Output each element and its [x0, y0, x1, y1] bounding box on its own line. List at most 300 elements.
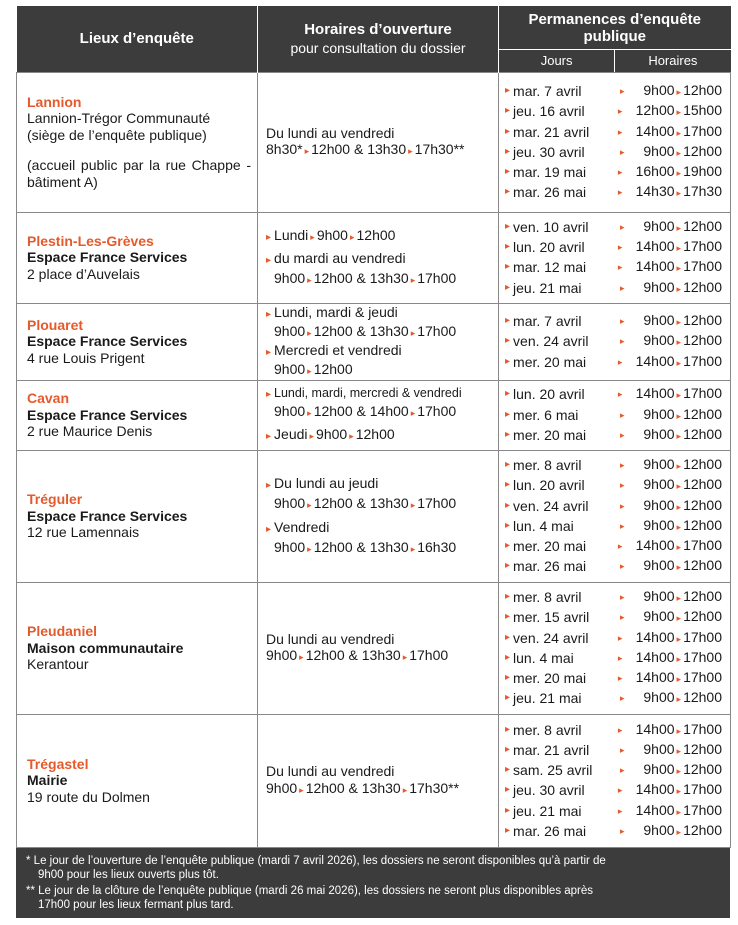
location-cell — [17, 450, 258, 582]
permanence-item — [505, 455, 722, 475]
permanence-time: 9h00 ▸ 12h00 — [643, 689, 722, 706]
arrow-icon: ▸ — [617, 724, 623, 735]
permanence-time: 9h00 ▸ 12h00 — [643, 476, 722, 493]
location-name: Plouaret — [27, 316, 84, 333]
arrow-icon: ▸ — [676, 127, 682, 138]
location-org: Mairie — [27, 772, 68, 789]
permanence-day: mer. 8 avril — [513, 457, 582, 473]
arrow-icon: ▸ — [676, 283, 682, 294]
permanence-time: 9h00 ▸ 12h00 — [643, 557, 722, 574]
permanence-item — [505, 311, 722, 331]
bullet-icon: ▸ — [266, 255, 272, 267]
arrow-icon: ▸ — [676, 745, 682, 756]
bullet-icon: ▸ — [266, 430, 272, 442]
permanence-day: lun. 20 avril — [513, 386, 585, 403]
hours-label: Du lundi au vendredi — [266, 630, 395, 647]
permanence-day: mar. 26 mai — [513, 558, 587, 575]
arrow-icon: ▸ — [617, 785, 623, 796]
location-address: 2 place d’Auvelais — [27, 265, 140, 282]
arrow-icon: ▸ — [620, 693, 625, 704]
permanence-day: lun. 20 avril — [513, 477, 585, 494]
hours-line: 9h00 ▸ 12h00 — [274, 361, 353, 377]
permanence-time: 14h00 ▸ 17h00 — [635, 352, 722, 369]
arrow-icon: ▸ — [310, 231, 315, 242]
permanence-cell — [499, 380, 731, 450]
arrow-icon: ▸ — [617, 167, 623, 178]
permanence-time: 14h00 ▸ 17h00 — [635, 781, 722, 798]
bullet-icon: ▸ — [505, 824, 511, 836]
bullet-icon: ▸ — [505, 540, 511, 552]
permanence-cell — [499, 582, 731, 714]
bullet-icon: ▸ — [505, 355, 511, 367]
location-address-2: (accueil public par la rue Chappe - bâtiment A) — [27, 157, 251, 190]
header-permanences-title: Permanences d’enquête publique — [528, 10, 702, 45]
footnote-2: ** Le jour de la clôture de l’enquête publique (mardi 26 mai 2026), les dossiers ne seront plus disponibles après 17h00 pour les lieux fermant plus tard. — [26, 884, 594, 911]
bullet-icon: ▸ — [505, 429, 511, 441]
permanence-time: 12h00 ▸ 15h00 — [635, 102, 722, 119]
permanence-item — [505, 352, 722, 372]
arrow-icon: ▸ — [620, 146, 625, 157]
permanence-day: mer. 8 avril — [513, 589, 582, 605]
permanence-time: 9h00 ▸ 12h00 — [643, 608, 722, 625]
permanence-item — [505, 607, 722, 627]
location-address: Kerantour — [27, 656, 89, 673]
permanence-item — [505, 331, 722, 351]
header-jours: Jours — [499, 50, 615, 72]
bullet-icon: ▸ — [505, 125, 511, 137]
hours-label: Du lundi au vendredi — [266, 763, 395, 779]
arrow-icon: ▸ — [617, 389, 623, 400]
arrow-icon: ▸ — [676, 694, 682, 705]
hours-line: 9h00 ▸ 12h00 & 14h00 ▸ 17h00 — [274, 403, 457, 420]
arrow-icon: ▸ — [620, 315, 625, 326]
permanence-day: mer. 15 avril — [513, 609, 590, 626]
arrow-icon: ▸ — [620, 409, 625, 420]
permanence-time: 9h00 ▸ 12h00 — [643, 405, 722, 422]
arrow-icon: ▸ — [349, 430, 354, 441]
bullet-icon: ▸ — [266, 346, 272, 358]
bullet-icon: ▸ — [505, 281, 511, 293]
arrow-icon: ▸ — [676, 806, 682, 817]
permanence-day: mar. 19 mai — [513, 164, 587, 181]
arrow-icon: ▸ — [620, 520, 625, 531]
table-row — [17, 380, 731, 450]
bullet-icon: ▸ — [505, 651, 511, 663]
hours-cell — [258, 714, 499, 847]
permanence-day: ven. 10 avril — [513, 218, 589, 235]
permanence-day: ven. 24 avril — [513, 333, 589, 350]
permanence-day: mar. 7 avril — [513, 312, 582, 329]
permanence-item — [505, 801, 722, 821]
arrow-icon: ▸ — [676, 501, 682, 512]
arrow-icon: ▸ — [620, 592, 625, 602]
bullet-icon: ▸ — [505, 672, 511, 684]
permanence-day: mar. 21 avril — [513, 741, 590, 758]
permanence-day: jeu. 30 avril — [513, 782, 585, 799]
hours-label: ▸ Lundi, mardi & jeudi — [266, 303, 398, 320]
location-address: (siège de l’enquête publique) — [27, 126, 207, 143]
hours-line: 9h00 ▸ 12h00 & 13h30 ▸ 17h30** — [266, 779, 460, 796]
table-row — [17, 72, 731, 212]
arrow-icon: ▸ — [620, 765, 625, 776]
arrow-icon: ▸ — [299, 652, 304, 662]
arrow-icon: ▸ — [307, 408, 312, 419]
permanence-time: 14h00 ▸ 17h00 — [635, 669, 722, 686]
arrow-icon: ▸ — [676, 87, 682, 97]
arrow-icon: ▸ — [299, 784, 304, 795]
bullet-icon: ▸ — [505, 105, 511, 117]
bullet-icon: ▸ — [505, 145, 511, 157]
location-address: 12 rue Lamennais — [27, 524, 140, 541]
arrow-icon: ▸ — [617, 106, 623, 117]
permanence-item — [505, 516, 722, 536]
location-org: Espace France Services — [27, 249, 188, 266]
bullet-icon: ▸ — [505, 591, 511, 602]
permanence-day: jeu. 21 mai — [513, 690, 582, 707]
bullet-icon: ▸ — [266, 480, 272, 491]
permanence-time: 9h00 ▸ 12h00 — [643, 426, 722, 443]
hours-label: ▸ Du lundi au jeudi — [266, 475, 379, 491]
bullet-icon: ▸ — [505, 186, 511, 198]
hours-label: ▸ du mardi au vendredi — [266, 250, 406, 267]
bullet-icon: ▸ — [266, 308, 272, 320]
arrow-icon: ▸ — [410, 543, 416, 554]
arrow-icon: ▸ — [620, 612, 625, 623]
header-horaires-perm: Horaires — [648, 53, 698, 68]
permanence-time: 9h00 ▸ 12h00 — [643, 332, 722, 349]
table-row — [17, 450, 731, 582]
bullet-icon: ▸ — [505, 459, 511, 470]
arrow-icon: ▸ — [676, 168, 682, 179]
arrow-icon: ▸ — [617, 126, 623, 137]
arrow-icon: ▸ — [402, 652, 408, 662]
permanence-day: lun. 4 mai — [513, 649, 574, 666]
hours-label: ▸ Vendredi — [266, 519, 330, 535]
permanence-item — [505, 821, 722, 841]
permanence-item — [505, 101, 722, 121]
bullet-icon: ▸ — [505, 560, 511, 572]
bullet-icon: ▸ — [505, 166, 511, 178]
arrow-icon: ▸ — [676, 826, 682, 837]
permanence-item — [505, 122, 722, 142]
hours-cell — [258, 380, 499, 450]
arrow-icon: ▸ — [307, 499, 312, 510]
arrow-icon: ▸ — [676, 613, 682, 624]
arrow-icon: ▸ — [617, 805, 623, 816]
permanence-time: 9h00 ▸ 12h00 — [643, 311, 722, 328]
hours-label: ▸ Mercredi et vendredi — [266, 341, 402, 358]
permanence-item — [505, 557, 722, 577]
arrow-icon: ▸ — [676, 316, 682, 327]
permanence-time: 14h00 ▸ 17h00 — [635, 238, 722, 255]
permanence-item — [505, 385, 722, 405]
bullet-icon: ▸ — [505, 408, 511, 420]
arrow-icon: ▸ — [676, 107, 682, 118]
bullet-icon: ▸ — [505, 784, 511, 796]
permanence-item — [505, 237, 722, 257]
permanence-day: mer. 20 mai — [513, 427, 587, 444]
arrow-icon: ▸ — [620, 744, 625, 755]
location-cell — [17, 582, 258, 714]
hours-line: 9h00 ▸ 12h00 & 13h30 ▸ 17h00 — [274, 269, 457, 286]
permanence-cell — [499, 212, 731, 303]
hours-label: ▸ Lundi, mardi, mercredi & vendredi — [266, 385, 462, 400]
permanence-item — [505, 183, 722, 203]
arrow-icon: ▸ — [617, 262, 623, 273]
permanence-time: 14h00 ▸ 17h00 — [635, 648, 722, 665]
location-org: Espace France Services — [27, 333, 188, 350]
location-cell — [17, 303, 258, 380]
arrow-icon: ▸ — [620, 86, 625, 96]
header-permanences — [499, 6, 731, 72]
hours-line: 9h00 ▸ 12h00 & 13h30 ▸ 17h00 — [274, 494, 457, 511]
permanence-day: mer. 20 mai — [513, 538, 587, 555]
permanence-day: mer. 8 avril — [513, 721, 582, 738]
permanence-item — [505, 258, 722, 278]
arrow-icon: ▸ — [676, 390, 682, 401]
permanence-day: jeu. 30 avril — [513, 143, 585, 160]
header-permanences-sub — [499, 49, 731, 72]
footnotes — [16, 848, 730, 918]
hours-line: ▸ Jeudi ▸ 9h00 ▸ 12h00 — [266, 425, 395, 442]
bullet-icon: ▸ — [505, 519, 511, 531]
location-cell — [17, 212, 258, 303]
arrow-icon: ▸ — [676, 461, 682, 471]
arrow-icon: ▸ — [676, 653, 682, 664]
bullet-icon: ▸ — [505, 611, 511, 623]
permanence-item — [505, 405, 722, 425]
hours-cell — [258, 303, 499, 380]
permanence-day: mar. 7 avril — [513, 83, 582, 99]
permanence-time: 14h00 ▸ 17h00 — [635, 122, 722, 139]
permanence-item — [505, 162, 722, 182]
arrow-icon: ▸ — [349, 231, 355, 242]
permanence-time: 9h00 ▸ 12h00 — [643, 740, 722, 757]
arrow-icon: ▸ — [676, 481, 682, 492]
permanence-item — [505, 496, 722, 516]
location-address: 2 rue Maurice Denis — [27, 423, 153, 440]
arrow-icon: ▸ — [307, 366, 312, 376]
permanence-day: jeu. 21 mai — [513, 802, 582, 819]
arrow-icon: ▸ — [620, 561, 625, 572]
location-address: 19 route du Dolmen — [27, 788, 150, 805]
permanence-time: 9h00 ▸ 12h00 — [643, 496, 722, 513]
arrow-icon: ▸ — [620, 460, 625, 470]
arrow-icon: ▸ — [617, 242, 623, 253]
permanence-day: lun. 4 mai — [513, 517, 574, 534]
arrow-icon: ▸ — [676, 188, 682, 199]
permanence-day: lun. 20 avril — [513, 239, 585, 256]
permanence-day: mar. 26 mai — [513, 184, 587, 201]
permanence-item — [505, 668, 722, 688]
footnote-1: * Le jour de l’ouverture de l’enquête publique (mardi 7 avril 2026), les dossiers ne seront disponibles qu’à partir de 9h00 pour les lieux ouverts plus tôt. — [26, 854, 606, 881]
permanence-time: 9h00 ▸ 12h00 — [643, 516, 722, 533]
arrow-icon: ▸ — [676, 725, 682, 736]
hours-line: 9h00 ▸ 12h00 & 13h30 ▸ 17h00 — [274, 323, 457, 339]
arrow-icon: ▸ — [408, 146, 413, 156]
permanence-time: 14h00 ▸ 17h00 — [635, 628, 722, 645]
permanence-item — [505, 689, 722, 709]
header-lieux: Lieux d’enquête — [17, 6, 258, 72]
permanence-cell — [499, 714, 731, 847]
arrow-icon: ▸ — [676, 562, 682, 573]
permanence-item — [505, 587, 722, 607]
arrow-icon: ▸ — [617, 652, 623, 663]
arrow-icon: ▸ — [676, 521, 682, 532]
arrow-icon: ▸ — [307, 328, 312, 338]
permanence-time: 9h00 ▸ 12h00 — [643, 588, 722, 604]
hours-line: ▸ Lundi ▸ 9h00 ▸ 12h00 — [266, 226, 396, 243]
bullet-icon: ▸ — [505, 499, 511, 511]
arrow-icon: ▸ — [617, 541, 623, 552]
bullet-icon: ▸ — [505, 335, 511, 347]
arrow-icon: ▸ — [309, 430, 315, 441]
arrow-icon: ▸ — [676, 147, 682, 158]
header-horaires-title: Horaires d’ouverture — [304, 21, 452, 39]
location-name: Lannion — [27, 93, 82, 110]
bullet-icon: ▸ — [505, 85, 511, 96]
arrow-icon: ▸ — [676, 633, 682, 644]
permanence-day: mar. 12 mai — [513, 259, 587, 276]
hours-cell — [258, 582, 499, 714]
permanence-item — [505, 217, 722, 237]
permanence-item — [505, 648, 722, 668]
arrow-icon: ▸ — [617, 356, 623, 367]
arrow-icon: ▸ — [617, 187, 623, 198]
permanence-time: 9h00 ▸ 12h00 — [643, 821, 722, 838]
permanence-day: ven. 24 avril — [513, 497, 589, 514]
header-horaires — [258, 6, 499, 72]
permanence-cell — [499, 450, 731, 582]
arrow-icon: ▸ — [620, 221, 625, 232]
permanence-day: jeu. 16 avril — [513, 103, 585, 120]
permanence-item — [505, 720, 722, 740]
permanence-item — [505, 81, 722, 101]
permanence-item — [505, 760, 722, 780]
location-name: Cavan — [27, 390, 70, 407]
location-name: Plestin-Les-Grèves — [27, 232, 154, 249]
permanence-item — [505, 475, 722, 495]
arrow-icon: ▸ — [402, 784, 408, 795]
permanence-time: 9h00 ▸ 12h00 — [643, 761, 722, 778]
arrow-icon: ▸ — [620, 825, 625, 836]
hours-line: 9h00 ▸ 12h00 & 13h30 ▸ 17h00 — [266, 647, 449, 663]
location-cell — [17, 714, 258, 847]
permanence-item — [505, 536, 722, 556]
permanence-day: jeu. 21 mai — [513, 279, 582, 296]
arrow-icon: ▸ — [620, 500, 625, 511]
permanence-time: 14h00 ▸ 17h00 — [635, 258, 722, 275]
permanence-time: 16h00 ▸ 19h00 — [635, 163, 722, 180]
permanence-time: 14h00 ▸ 17h00 — [635, 385, 722, 402]
arrow-icon: ▸ — [620, 430, 625, 441]
bullet-icon: ▸ — [505, 804, 511, 816]
permanence-item — [505, 628, 722, 648]
table-row — [17, 714, 731, 847]
arrow-icon: ▸ — [676, 337, 682, 348]
schedule-document — [16, 6, 730, 918]
arrow-icon: ▸ — [676, 431, 682, 442]
permanence-item — [505, 781, 722, 801]
bullet-icon: ▸ — [266, 231, 272, 243]
location-org: Lannion-Trégor Communauté — [27, 110, 211, 127]
table-row — [17, 582, 731, 714]
permanence-cell — [499, 303, 731, 380]
arrow-icon: ▸ — [676, 410, 682, 421]
arrow-icon: ▸ — [410, 408, 416, 419]
hours-line: 9h00 ▸ 12h00 & 13h30 ▸ 16h30 — [274, 538, 457, 555]
arrow-icon: ▸ — [620, 480, 625, 491]
location-org: Espace France Services — [27, 406, 188, 423]
arrow-icon: ▸ — [676, 674, 682, 685]
permanence-time: 14h00 ▸ 17h00 — [635, 720, 722, 737]
bullet-icon: ▸ — [505, 388, 511, 400]
permanence-day: ven. 24 avril — [513, 629, 589, 646]
hours-cell — [258, 212, 499, 303]
arrow-icon: ▸ — [620, 336, 625, 347]
arrow-icon: ▸ — [410, 274, 416, 285]
bullet-icon: ▸ — [505, 692, 511, 704]
permanence-item — [505, 278, 722, 298]
permanence-cell — [499, 72, 731, 212]
permanence-item — [505, 740, 722, 760]
location-name: Pleudaniel — [27, 623, 98, 640]
permanence-time: 9h00 ▸ 12h00 — [643, 142, 722, 159]
hours-line: 8h30* ▸ 12h00 & 13h30 ▸ 17h30** — [266, 141, 465, 157]
arrow-icon: ▸ — [676, 542, 682, 553]
permanence-time: 9h00 ▸ 12h00 — [643, 82, 722, 98]
permanence-day: mer. 20 mai — [513, 353, 587, 370]
bullet-icon: ▸ — [266, 524, 272, 535]
table-row — [17, 303, 731, 380]
hours-cell — [258, 72, 499, 212]
table-row — [17, 212, 731, 303]
arrow-icon: ▸ — [307, 543, 312, 554]
arrow-icon: ▸ — [676, 593, 682, 603]
permanence-day: sam. 25 avril — [513, 762, 593, 779]
bullet-icon: ▸ — [505, 631, 511, 643]
arrow-icon: ▸ — [676, 243, 682, 254]
schedule-table — [16, 6, 731, 848]
permanence-time: 14h00 ▸ 17h00 — [635, 801, 722, 818]
location-address: 4 rue Louis Prigent — [27, 349, 145, 366]
bullet-icon: ▸ — [505, 261, 511, 273]
arrow-icon: ▸ — [304, 146, 310, 156]
location-cell — [17, 72, 258, 212]
bullet-icon: ▸ — [505, 743, 511, 755]
permanence-day: mer. 20 mai — [513, 670, 587, 687]
permanence-time: 14h30 ▸ 17h30 — [635, 183, 722, 200]
location-org: Maison communautaire — [27, 639, 184, 656]
arrow-icon: ▸ — [617, 632, 623, 643]
hours-label: Du lundi au vendredi — [266, 124, 395, 141]
arrow-icon: ▸ — [410, 499, 416, 510]
location-name: Trégastel — [27, 755, 89, 772]
arrow-icon: ▸ — [617, 673, 623, 684]
bullet-icon: ▸ — [505, 764, 511, 776]
arrow-icon: ▸ — [676, 357, 682, 368]
permanence-item — [505, 142, 722, 162]
location-name: Tréguler — [27, 491, 83, 508]
permanence-time: 9h00 ▸ 12h00 — [643, 456, 722, 472]
permanence-item — [505, 425, 722, 445]
permanence-time: 9h00 ▸ 12h00 — [643, 217, 722, 234]
location-org: Espace France Services — [27, 507, 188, 524]
bullet-icon: ▸ — [505, 241, 511, 253]
arrow-icon: ▸ — [307, 274, 312, 285]
arrow-icon: ▸ — [620, 282, 625, 293]
permanence-day: mar. 26 mai — [513, 822, 587, 839]
